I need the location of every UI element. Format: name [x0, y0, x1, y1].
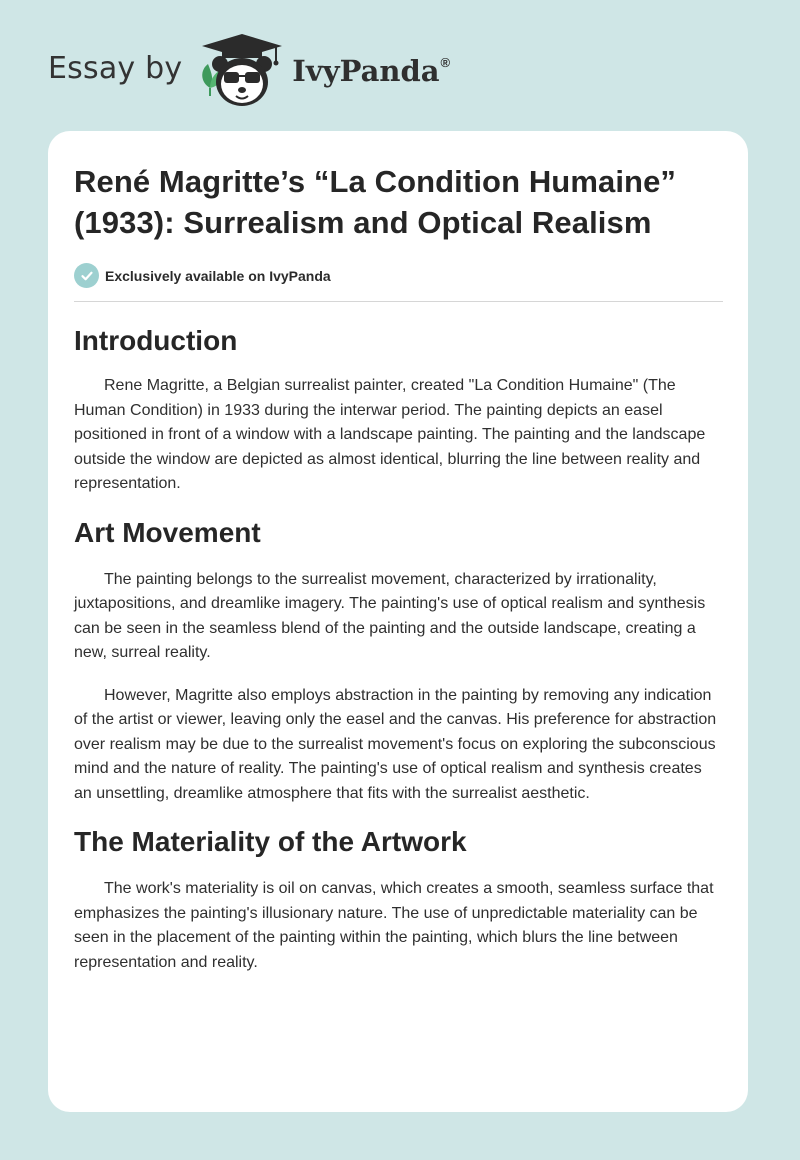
exclusive-badge [74, 263, 722, 288]
paragraph: Rene Magritte, a Belgian surrealist painter, created "La Condition Humaine" (The Human Condition) in 1933 during the interwar period. The painting depicts an easel positioned in front of a window with a landscape painting. The painting and the landscape outside the window are depicted as almost identical, blurring the line between reality and representation. [74, 377, 706, 492]
panda-graduate-icon [196, 30, 288, 110]
paragraph: However, Magritte also employs abstraction in the painting by removing any indication of the artist or viewer, leaving only the easel and the canvas. His preference for abstraction over realism may be due to the surrealist movement's focus on exploring the subconscious mind and the nature of reality. The painting's use of optical realism and synthesis creates an unsettling, dreamlike atmosphere that fits with the surrealist aesthetic. [74, 686, 717, 802]
essay-by-label: Essay by [48, 50, 183, 86]
paragraph: The work's materiality is oil on canvas, which creates a smooth, seamless surface that emphasizes the painting's illusionary nature. The use of unpredictable materiality can be seen in the placement of the painting within the painting, which blurs the line between representation and reality. [74, 880, 714, 971]
section-heading-materiality: The Materiality of the Artwork [74, 826, 467, 857]
exclusive-badge-text: Exclusively available on IvyPanda [105, 267, 331, 284]
section-heading-art-movement: Art Movement [74, 516, 261, 548]
paragraph: The painting belongs to the surrealist movement, characterized by irrationality, juxtapositions, and dreamlike imagery. The painting's use of optical realism and synthesis can be seen in the seamless blend of the painting and the outside landscape, creating a new, surreal reality. [74, 570, 706, 661]
section-heading-introduction: Introduction [74, 325, 238, 356]
essay-card [48, 131, 748, 1112]
page-title: René Magritte’s “La Condition Humaine” (1933): Surrealism and Optical Realism [74, 164, 677, 240]
check-circle-icon [74, 263, 99, 288]
site-header [48, 30, 450, 110]
divider [74, 301, 723, 302]
trademark-symbol: ® [440, 55, 451, 70]
brand-name[interactable]: IvyPanda® [292, 54, 451, 88]
